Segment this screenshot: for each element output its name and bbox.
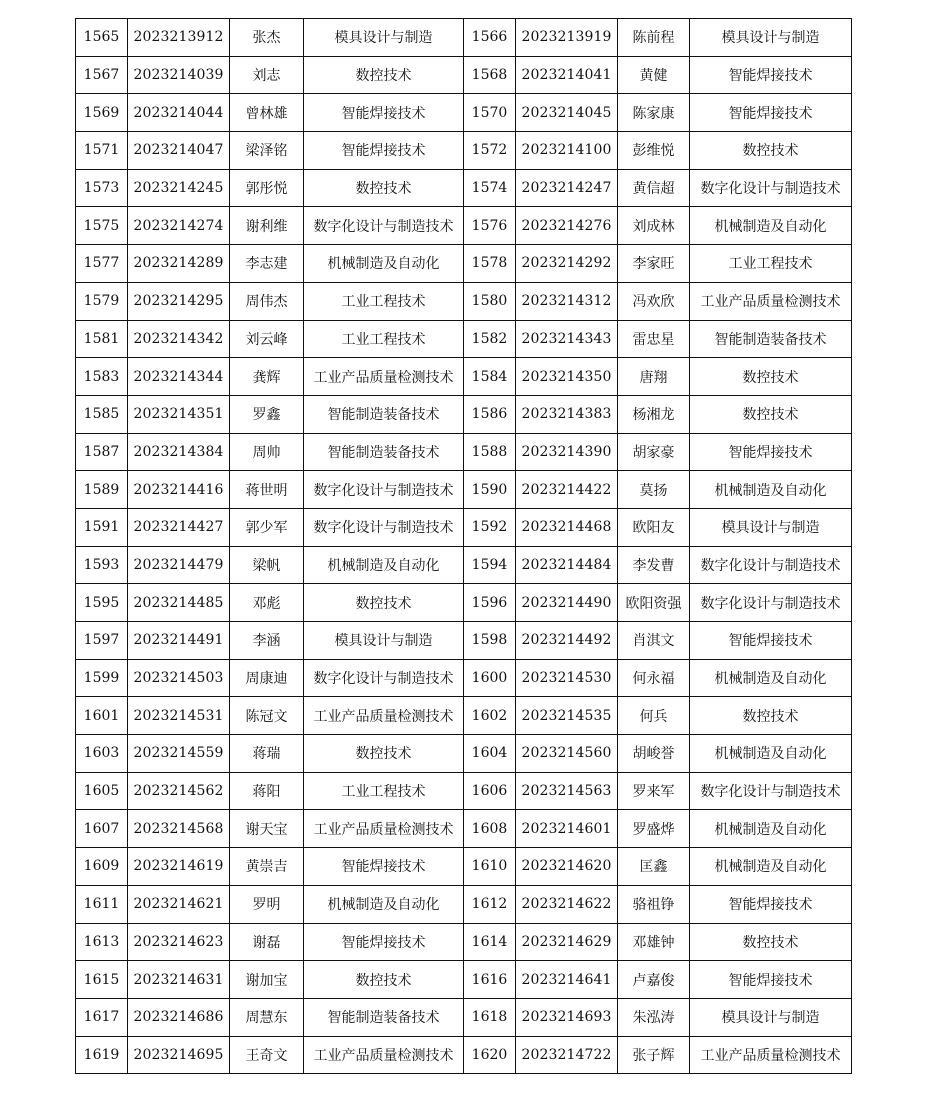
seq-no-cell: 1616 (464, 961, 516, 999)
student-name-cell: 龚辉 (230, 358, 304, 396)
student-id-cell: 2023214568 (128, 810, 230, 848)
major-cell: 数字化设计与制造技术 (304, 659, 464, 697)
major-cell: 工业产品质量检测技术 (690, 282, 852, 320)
major-cell: 数控技术 (690, 132, 852, 170)
major-cell: 模具设计与制造 (690, 19, 852, 57)
student-name-cell: 刘志 (230, 56, 304, 94)
student-id-cell: 2023214559 (128, 735, 230, 773)
table-row (76, 207, 852, 245)
student-name-cell: 匡鑫 (618, 848, 690, 886)
student-id-cell: 2023214351 (128, 395, 230, 433)
seq-no-cell: 1587 (76, 433, 128, 471)
student-id-cell: 2023214416 (128, 471, 230, 509)
major-cell: 智能焊接技术 (690, 433, 852, 471)
student-name-cell: 罗盛烨 (618, 810, 690, 848)
major-cell: 数字化设计与制造技术 (304, 471, 464, 509)
major-cell: 数字化设计与制造技术 (690, 772, 852, 810)
seq-no-cell: 1589 (76, 471, 128, 509)
table-row (76, 697, 852, 735)
student-name-cell: 何兵 (618, 697, 690, 735)
major-cell: 模具设计与制造 (690, 508, 852, 546)
student-id-cell: 2023214492 (516, 622, 618, 660)
seq-no-cell: 1609 (76, 848, 128, 886)
major-cell: 工业产品质量检测技术 (304, 810, 464, 848)
student-id-cell: 2023214468 (516, 508, 618, 546)
seq-no-cell: 1599 (76, 659, 128, 697)
table-row (76, 132, 852, 170)
major-cell: 工业产品质量检测技术 (304, 358, 464, 396)
table-row (76, 19, 852, 57)
student-name-cell: 雷忠星 (618, 320, 690, 358)
student-id-cell: 2023214695 (128, 1036, 230, 1074)
student-name-cell: 李涵 (230, 622, 304, 660)
student-id-cell: 2023214041 (516, 56, 618, 94)
student-id-cell: 2023214312 (516, 282, 618, 320)
student-id-cell: 2023214484 (516, 546, 618, 584)
student-id-cell: 2023214535 (516, 697, 618, 735)
seq-no-cell: 1608 (464, 810, 516, 848)
major-cell: 工业工程技术 (304, 772, 464, 810)
major-cell: 智能焊接技术 (304, 923, 464, 961)
student-id-cell: 2023214383 (516, 395, 618, 433)
seq-no-cell: 1566 (464, 19, 516, 57)
major-cell: 数控技术 (304, 56, 464, 94)
table-row (76, 471, 852, 509)
student-id-cell: 2023214563 (516, 772, 618, 810)
table-row (76, 56, 852, 94)
student-name-cell: 周帅 (230, 433, 304, 471)
student-name-cell: 何永福 (618, 659, 690, 697)
table-row (76, 584, 852, 622)
student-id-cell: 2023214044 (128, 94, 230, 132)
seq-no-cell: 1615 (76, 961, 128, 999)
major-cell: 工业产品质量检测技术 (690, 1036, 852, 1074)
major-cell: 数控技术 (304, 961, 464, 999)
table-row (76, 546, 852, 584)
seq-no-cell: 1614 (464, 923, 516, 961)
student-name-cell: 罗鑫 (230, 395, 304, 433)
table-row (76, 659, 852, 697)
major-cell: 智能制造装备技术 (304, 395, 464, 433)
seq-no-cell: 1568 (464, 56, 516, 94)
major-cell: 数控技术 (690, 395, 852, 433)
student-id-cell: 2023214342 (128, 320, 230, 358)
student-id-cell: 2023214560 (516, 735, 618, 773)
seq-no-cell: 1582 (464, 320, 516, 358)
student-name-cell: 邓彪 (230, 584, 304, 622)
major-cell: 数字化设计与制造技术 (690, 169, 852, 207)
seq-no-cell: 1577 (76, 245, 128, 283)
student-id-cell: 2023214622 (516, 885, 618, 923)
student-name-cell: 梁帆 (230, 546, 304, 584)
table-row (76, 320, 852, 358)
major-cell: 数控技术 (304, 584, 464, 622)
table-row (76, 772, 852, 810)
major-cell: 工业产品质量检测技术 (304, 1036, 464, 1074)
major-cell: 数字化设计与制造技术 (304, 207, 464, 245)
major-cell: 数控技术 (304, 735, 464, 773)
major-cell: 工业工程技术 (304, 320, 464, 358)
student-name-cell: 黄信超 (618, 169, 690, 207)
student-id-cell: 2023214601 (516, 810, 618, 848)
student-name-cell: 张杰 (230, 19, 304, 57)
student-name-cell: 陈家康 (618, 94, 690, 132)
table-row (76, 433, 852, 471)
seq-no-cell: 1593 (76, 546, 128, 584)
student-id-cell: 2023214722 (516, 1036, 618, 1074)
student-name-cell: 王奇文 (230, 1036, 304, 1074)
seq-no-cell: 1565 (76, 19, 128, 57)
student-id-cell: 2023214045 (516, 94, 618, 132)
seq-no-cell: 1611 (76, 885, 128, 923)
student-name-cell: 莫扬 (618, 471, 690, 509)
student-name-cell: 周康迪 (230, 659, 304, 697)
major-cell: 工业工程技术 (690, 245, 852, 283)
student-id-cell: 2023214274 (128, 207, 230, 245)
seq-no-cell: 1610 (464, 848, 516, 886)
table-row (76, 923, 852, 961)
student-name-cell: 胡家豪 (618, 433, 690, 471)
major-cell: 模具设计与制造 (690, 998, 852, 1036)
student-name-cell: 蒋瑞 (230, 735, 304, 773)
seq-no-cell: 1579 (76, 282, 128, 320)
student-name-cell: 郭彤悦 (230, 169, 304, 207)
seq-no-cell: 1600 (464, 659, 516, 697)
seq-no-cell: 1586 (464, 395, 516, 433)
student-name-cell: 胡峻誉 (618, 735, 690, 773)
table-row (76, 169, 852, 207)
table-row (76, 885, 852, 923)
student-name-cell: 罗明 (230, 885, 304, 923)
seq-no-cell: 1570 (464, 94, 516, 132)
seq-no-cell: 1605 (76, 772, 128, 810)
student-name-cell: 周伟杰 (230, 282, 304, 320)
student-name-cell: 谢加宝 (230, 961, 304, 999)
student-roster-table (75, 18, 852, 1074)
major-cell: 智能焊接技术 (690, 961, 852, 999)
table-row (76, 358, 852, 396)
student-id-cell: 2023214245 (128, 169, 230, 207)
student-id-cell: 2023214343 (516, 320, 618, 358)
major-cell: 工业工程技术 (304, 282, 464, 320)
student-id-cell: 2023214629 (516, 923, 618, 961)
student-name-cell: 郭少军 (230, 508, 304, 546)
seq-no-cell: 1612 (464, 885, 516, 923)
roster-body (76, 19, 852, 1074)
major-cell: 智能焊接技术 (304, 132, 464, 170)
student-id-cell: 2023214503 (128, 659, 230, 697)
seq-no-cell: 1606 (464, 772, 516, 810)
major-cell: 数字化设计与制造技术 (690, 546, 852, 584)
major-cell: 智能制造装备技术 (304, 433, 464, 471)
student-id-cell: 2023214427 (128, 508, 230, 546)
student-id-cell: 2023214047 (128, 132, 230, 170)
major-cell: 模具设计与制造 (304, 622, 464, 660)
major-cell: 数控技术 (304, 169, 464, 207)
seq-no-cell: 1598 (464, 622, 516, 660)
student-id-cell: 2023214479 (128, 546, 230, 584)
seq-no-cell: 1590 (464, 471, 516, 509)
student-id-cell: 2023214384 (128, 433, 230, 471)
major-cell: 智能焊接技术 (304, 94, 464, 132)
major-cell: 智能焊接技术 (690, 94, 852, 132)
student-id-cell: 2023213912 (128, 19, 230, 57)
seq-no-cell: 1618 (464, 998, 516, 1036)
student-name-cell: 刘成林 (618, 207, 690, 245)
seq-no-cell: 1576 (464, 207, 516, 245)
student-id-cell: 2023214686 (128, 998, 230, 1036)
student-name-cell: 欧阳资强 (618, 584, 690, 622)
student-name-cell: 罗来军 (618, 772, 690, 810)
major-cell: 数控技术 (690, 923, 852, 961)
student-name-cell: 朱泓涛 (618, 998, 690, 1036)
seq-no-cell: 1594 (464, 546, 516, 584)
major-cell: 智能焊接技术 (690, 885, 852, 923)
table-row (76, 961, 852, 999)
student-id-cell: 2023214641 (516, 961, 618, 999)
major-cell: 机械制造及自动化 (690, 659, 852, 697)
seq-no-cell: 1578 (464, 245, 516, 283)
student-id-cell: 2023214631 (128, 961, 230, 999)
student-id-cell: 2023214693 (516, 998, 618, 1036)
student-id-cell: 2023214247 (516, 169, 618, 207)
major-cell: 机械制造及自动化 (304, 885, 464, 923)
seq-no-cell: 1601 (76, 697, 128, 735)
seq-no-cell: 1583 (76, 358, 128, 396)
major-cell: 机械制造及自动化 (690, 471, 852, 509)
major-cell: 数控技术 (690, 358, 852, 396)
student-name-cell: 黄崇吉 (230, 848, 304, 886)
student-id-cell: 2023214621 (128, 885, 230, 923)
student-name-cell: 周慧东 (230, 998, 304, 1036)
student-name-cell: 陈前程 (618, 19, 690, 57)
table-row (76, 282, 852, 320)
student-id-cell: 2023214491 (128, 622, 230, 660)
seq-no-cell: 1574 (464, 169, 516, 207)
student-id-cell: 2023214100 (516, 132, 618, 170)
seq-no-cell: 1584 (464, 358, 516, 396)
seq-no-cell: 1595 (76, 584, 128, 622)
seq-no-cell: 1581 (76, 320, 128, 358)
seq-no-cell: 1569 (76, 94, 128, 132)
student-name-cell: 骆祖铮 (618, 885, 690, 923)
student-name-cell: 唐翔 (618, 358, 690, 396)
table-row (76, 245, 852, 283)
student-name-cell: 欧阳友 (618, 508, 690, 546)
major-cell: 智能制造装备技术 (690, 320, 852, 358)
student-name-cell: 肖淇文 (618, 622, 690, 660)
table-row (76, 508, 852, 546)
seq-no-cell: 1592 (464, 508, 516, 546)
student-id-cell: 2023214531 (128, 697, 230, 735)
major-cell: 数控技术 (690, 697, 852, 735)
major-cell: 机械制造及自动化 (690, 735, 852, 773)
student-name-cell: 冯欢欣 (618, 282, 690, 320)
student-name-cell: 李发曹 (618, 546, 690, 584)
student-name-cell: 李家旺 (618, 245, 690, 283)
student-name-cell: 李志建 (230, 245, 304, 283)
major-cell: 机械制造及自动化 (690, 810, 852, 848)
table-row (76, 998, 852, 1036)
major-cell: 机械制造及自动化 (690, 848, 852, 886)
student-id-cell: 2023214350 (516, 358, 618, 396)
table-row (76, 735, 852, 773)
student-id-cell: 2023214276 (516, 207, 618, 245)
major-cell: 智能焊接技术 (690, 622, 852, 660)
student-name-cell: 卢嘉俊 (618, 961, 690, 999)
student-id-cell: 2023214295 (128, 282, 230, 320)
seq-no-cell: 1596 (464, 584, 516, 622)
seq-no-cell: 1604 (464, 735, 516, 773)
table-row (76, 622, 852, 660)
seq-no-cell: 1575 (76, 207, 128, 245)
table-row (76, 1036, 852, 1074)
student-id-cell: 2023214620 (516, 848, 618, 886)
seq-no-cell: 1580 (464, 282, 516, 320)
student-id-cell: 2023214390 (516, 433, 618, 471)
major-cell: 机械制造及自动化 (690, 207, 852, 245)
table-row (76, 395, 852, 433)
student-id-cell: 2023213919 (516, 19, 618, 57)
student-id-cell: 2023214623 (128, 923, 230, 961)
student-name-cell: 梁泽铭 (230, 132, 304, 170)
seq-no-cell: 1597 (76, 622, 128, 660)
seq-no-cell: 1619 (76, 1036, 128, 1074)
seq-no-cell: 1617 (76, 998, 128, 1036)
student-name-cell: 曾林雄 (230, 94, 304, 132)
seq-no-cell: 1585 (76, 395, 128, 433)
student-name-cell: 谢天宝 (230, 810, 304, 848)
student-id-cell: 2023214485 (128, 584, 230, 622)
table-row (76, 94, 852, 132)
seq-no-cell: 1571 (76, 132, 128, 170)
major-cell: 数字化设计与制造技术 (304, 508, 464, 546)
student-id-cell: 2023214039 (128, 56, 230, 94)
major-cell: 模具设计与制造 (304, 19, 464, 57)
major-cell: 机械制造及自动化 (304, 245, 464, 283)
student-name-cell: 张子辉 (618, 1036, 690, 1074)
student-name-cell: 彭维悦 (618, 132, 690, 170)
student-id-cell: 2023214422 (516, 471, 618, 509)
student-id-cell: 2023214619 (128, 848, 230, 886)
seq-no-cell: 1588 (464, 433, 516, 471)
table-row (76, 810, 852, 848)
student-name-cell: 谢磊 (230, 923, 304, 961)
seq-no-cell: 1567 (76, 56, 128, 94)
student-id-cell: 2023214344 (128, 358, 230, 396)
student-name-cell: 蒋世明 (230, 471, 304, 509)
seq-no-cell: 1613 (76, 923, 128, 961)
major-cell: 智能制造装备技术 (304, 998, 464, 1036)
seq-no-cell: 1602 (464, 697, 516, 735)
student-name-cell: 刘云峰 (230, 320, 304, 358)
student-id-cell: 2023214490 (516, 584, 618, 622)
major-cell: 工业产品质量检测技术 (304, 697, 464, 735)
seq-no-cell: 1573 (76, 169, 128, 207)
student-id-cell: 2023214562 (128, 772, 230, 810)
student-id-cell: 2023214292 (516, 245, 618, 283)
major-cell: 智能焊接技术 (304, 848, 464, 886)
seq-no-cell: 1591 (76, 508, 128, 546)
seq-no-cell: 1620 (464, 1036, 516, 1074)
student-name-cell: 谢利维 (230, 207, 304, 245)
major-cell: 智能焊接技术 (690, 56, 852, 94)
student-name-cell: 黄健 (618, 56, 690, 94)
student-name-cell: 蒋阳 (230, 772, 304, 810)
major-cell: 数字化设计与制造技术 (690, 584, 852, 622)
student-name-cell: 陈冠文 (230, 697, 304, 735)
table-row (76, 848, 852, 886)
seq-no-cell: 1607 (76, 810, 128, 848)
seq-no-cell: 1603 (76, 735, 128, 773)
student-id-cell: 2023214530 (516, 659, 618, 697)
major-cell: 机械制造及自动化 (304, 546, 464, 584)
student-name-cell: 邓雄钟 (618, 923, 690, 961)
student-name-cell: 杨湘龙 (618, 395, 690, 433)
student-id-cell: 2023214289 (128, 245, 230, 283)
seq-no-cell: 1572 (464, 132, 516, 170)
